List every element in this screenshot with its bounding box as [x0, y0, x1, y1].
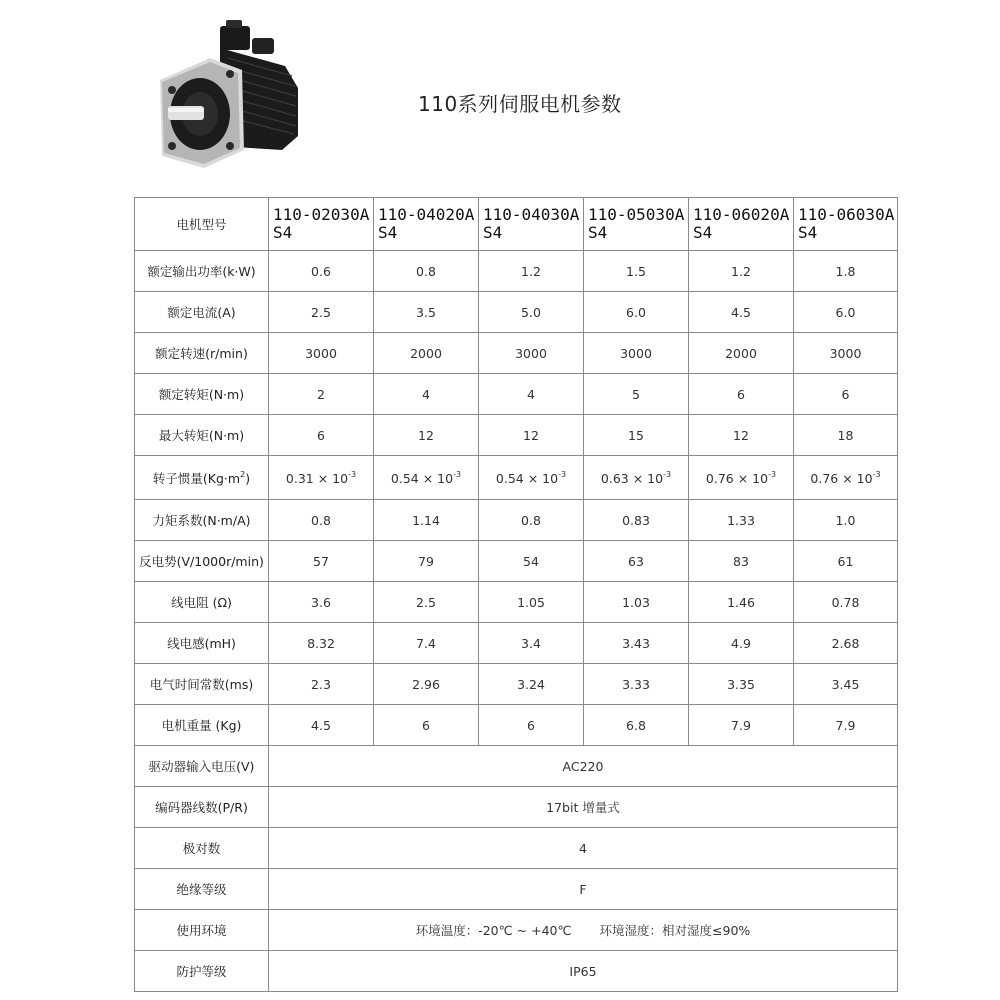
value-cell: $0.63 \times 10^{-3}$ — [584, 456, 689, 500]
temperature-text: 环境温度：-20℃ ~ +40℃ — [415, 923, 572, 938]
table-row — [135, 333, 898, 374]
value-cell: 3000 — [794, 333, 898, 374]
value-cell: 3.24 — [479, 664, 584, 705]
value-cell: 57 — [269, 541, 374, 582]
value-cell: 6 — [269, 415, 374, 456]
value-cell: 1.03 — [584, 582, 689, 623]
value-cell: $0.54 \times 10^{-3}$ — [374, 456, 479, 500]
row-label: 线电感(mH) — [135, 623, 269, 664]
page-title: 110系列伺服电机参数 — [418, 92, 622, 116]
value-cell: 3.4 — [479, 623, 584, 664]
table-row-inertia — [135, 456, 898, 500]
value-cell: 4 — [479, 374, 584, 415]
table-row — [135, 623, 898, 664]
value-cell: 2.68 — [794, 623, 898, 664]
value-cell: 0.8 — [374, 251, 479, 292]
row-label: 驱动器输入电压(V) — [135, 746, 269, 787]
value-cell: 12 — [479, 415, 584, 456]
table-row-common — [135, 869, 898, 910]
model-cell: 110-04020AS4 — [374, 198, 479, 251]
common-value-cell: 17bit 增量式 — [269, 787, 898, 828]
value-cell: 5.0 — [479, 292, 584, 333]
value-cell: $0.54 \times 10^{-3}$ — [479, 456, 584, 500]
servo-motor-image — [150, 18, 305, 168]
model-cell: 110-06030AS4 — [794, 198, 898, 251]
value-cell: 3.35 — [689, 664, 794, 705]
row-label: 电机型号 — [135, 198, 269, 251]
common-value-cell: AC220 — [269, 746, 898, 787]
row-label: 额定电流(A) — [135, 292, 269, 333]
row-label: 线电阻 (Ω) — [135, 582, 269, 623]
value-cell: 1.8 — [794, 251, 898, 292]
value-cell: 6.0 — [794, 292, 898, 333]
table-row-environment — [135, 910, 898, 951]
value-cell: $0.31 \times 10^{-3}$ — [269, 456, 374, 500]
value-cell: 6 — [794, 374, 898, 415]
value-cell: 1.0 — [794, 500, 898, 541]
row-label: 极对数 — [135, 828, 269, 869]
value-cell: 2.5 — [374, 582, 479, 623]
protection-value-cell: IP65 — [269, 951, 898, 992]
common-value-cell: 4 — [269, 828, 898, 869]
table-row — [135, 541, 898, 582]
row-label: 防护等级 — [135, 951, 269, 992]
value-cell: 1.05 — [479, 582, 584, 623]
table-row — [135, 582, 898, 623]
table-row — [135, 705, 898, 746]
table-row — [135, 292, 898, 333]
value-cell: 6.8 — [584, 705, 689, 746]
value-cell: 18 — [794, 415, 898, 456]
table-row-model — [135, 198, 898, 251]
model-cell: 110-02030AS4 — [269, 198, 374, 251]
value-cell: 7.9 — [794, 705, 898, 746]
model-cell: 110-04030AS4 — [479, 198, 584, 251]
row-label: 使用环境 — [135, 910, 269, 951]
value-cell: 5 — [584, 374, 689, 415]
row-label-text: 转子惯量(Kg·m — [152, 470, 241, 486]
value-cell: 8.32 — [269, 623, 374, 664]
value-cell: 1.5 — [584, 251, 689, 292]
value-cell: 54 — [479, 541, 584, 582]
humidity-text: 环境湿度：相对湿度≤90% — [599, 923, 751, 938]
value-cell: 0.8 — [479, 500, 584, 541]
value-cell: 3.43 — [584, 623, 689, 664]
value-cell: 3000 — [269, 333, 374, 374]
value-cell: 6 — [479, 705, 584, 746]
value-cell: 3.6 — [269, 582, 374, 623]
value-cell: 3000 — [584, 333, 689, 374]
value-cell: 61 — [794, 541, 898, 582]
value-cell: 4 — [374, 374, 479, 415]
value-cell: 0.8 — [269, 500, 374, 541]
value-cell: 7.9 — [689, 705, 794, 746]
table-row — [135, 374, 898, 415]
value-cell: 2.96 — [374, 664, 479, 705]
value-cell: 2000 — [374, 333, 479, 374]
value-cell: 6.0 — [584, 292, 689, 333]
row-label: 最大转矩(N·m) — [135, 415, 269, 456]
table-row-common — [135, 787, 898, 828]
table-row — [135, 415, 898, 456]
model-cell: 110-06020AS4 — [689, 198, 794, 251]
value-cell: 2 — [269, 374, 374, 415]
value-cell: 4.5 — [269, 705, 374, 746]
value-cell: 4.5 — [689, 292, 794, 333]
value-cell: 3.33 — [584, 664, 689, 705]
value-cell: 2.5 — [269, 292, 374, 333]
row-label: 力矩系数(N·m/A) — [135, 500, 269, 541]
value-cell: 1.2 — [689, 251, 794, 292]
spec-table — [134, 197, 898, 992]
value-cell: 6 — [689, 374, 794, 415]
value-cell: 2000 — [689, 333, 794, 374]
value-cell: 3.45 — [794, 664, 898, 705]
row-label: 额定转速(r/min) — [135, 333, 269, 374]
table-row-protection — [135, 951, 898, 992]
value-cell: 0.78 — [794, 582, 898, 623]
value-cell: $0.76 \times 10^{-3}$ — [794, 456, 898, 500]
row-label-end: ) — [245, 470, 251, 486]
environment-value-cell — [269, 910, 898, 951]
value-cell: 83 — [689, 541, 794, 582]
value-cell: 1.33 — [689, 500, 794, 541]
value-cell: 15 — [584, 415, 689, 456]
row-label: 额定转矩(N·m) — [135, 374, 269, 415]
table-row-common — [135, 746, 898, 787]
value-cell: $0.76 \times 10^{-3}$ — [689, 456, 794, 500]
value-cell: 1.14 — [374, 500, 479, 541]
value-cell: 7.4 — [374, 623, 479, 664]
row-label: 绝缘等级 — [135, 869, 269, 910]
value-cell: 1.46 — [689, 582, 794, 623]
row-label: 电气时间常数(ms) — [135, 664, 269, 705]
row-label: 编码器线数(P/R) — [135, 787, 269, 828]
table-row — [135, 664, 898, 705]
value-cell: 3000 — [479, 333, 584, 374]
common-value-cell: F — [269, 869, 898, 910]
value-cell: 1.2 — [479, 251, 584, 292]
row-label: 额定输出功率(k·W) — [135, 251, 269, 292]
table-row — [135, 251, 898, 292]
value-cell: 0.83 — [584, 500, 689, 541]
value-cell: 12 — [689, 415, 794, 456]
value-cell: 3.5 — [374, 292, 479, 333]
table-row — [135, 500, 898, 541]
value-cell: 2.3 — [269, 664, 374, 705]
row-label: 反电势(V/1000r/min) — [135, 541, 269, 582]
row-label: 电机重量 (Kg) — [135, 705, 269, 746]
value-cell: 63 — [584, 541, 689, 582]
table-row-common — [135, 828, 898, 869]
value-cell: 6 — [374, 705, 479, 746]
value-cell: 12 — [374, 415, 479, 456]
row-label-sup: 2 — [240, 469, 246, 479]
value-cell: 4.9 — [689, 623, 794, 664]
value-cell: 79 — [374, 541, 479, 582]
model-cell: 110-05030AS4 — [584, 198, 689, 251]
value-cell: 0.6 — [269, 251, 374, 292]
row-label — [135, 456, 269, 500]
